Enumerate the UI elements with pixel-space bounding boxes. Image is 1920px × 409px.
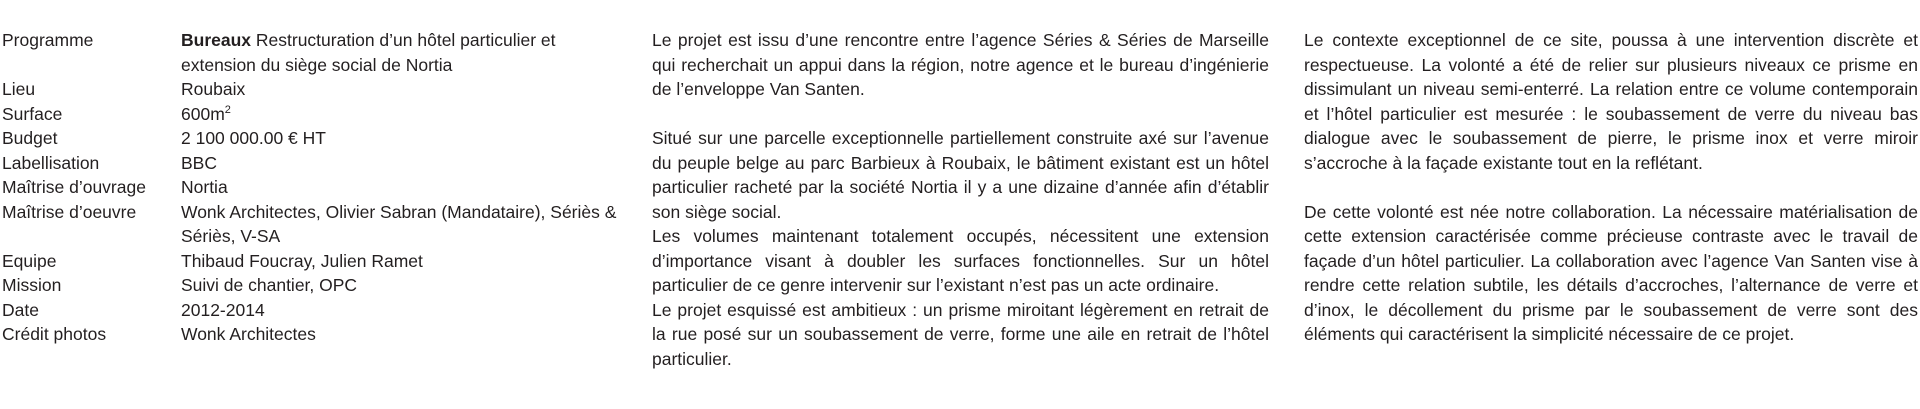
col2-paragraph-1: Le projet est issu d’une rencontre entre l’agence Séries & Séries de Marseille qui recherchait un appui dans la région, notre agence et le bureau d’ingénierie de l’enveloppe Van Santen.	[652, 30, 1269, 99]
value-budget: 2 100 000.00 € HT	[181, 128, 326, 148]
label-surface: Surface	[2, 103, 63, 124]
info-row-surface	[2, 102, 622, 127]
info-row-date	[2, 298, 622, 323]
info-row-labellisation	[2, 151, 622, 176]
info-row-programme	[2, 28, 622, 77]
value-mission: Suivi de chantier, OPC	[181, 275, 358, 295]
value-equipe: Thibaud Foucray, Julien Ramet	[181, 250, 423, 271]
label-budget: Budget	[2, 128, 58, 148]
label-lieu: Lieu	[2, 79, 36, 99]
info-row-budget	[2, 126, 622, 151]
value-moe: Wonk Architectes, Olivier Sabran (Mandataire), Sériès & Sériès, V-SA	[181, 201, 617, 246]
project-info-table	[2, 28, 622, 347]
value-programme	[181, 28, 622, 77]
description-column-2	[652, 28, 1269, 371]
value-moa: Nortia	[181, 177, 228, 197]
value-labellisation: BBC	[181, 152, 217, 173]
programme-type: Bureaux	[181, 30, 252, 50]
col3-paragraph-1: Le contexte exceptionnel de ce site, poussa à une intervention discrète et respectueuse. La volonté a été de relier sur plusieurs niveaux ce prisme en dissimulant un niveau semi-enterré. La relation entre ce volume contemporain et l’hôtel particulier est mesurée : le soubassement de verre du niveau bas dialogue avec le soubassement de pierre, le prisme inox et verre miroir s’accroche à la façade existante tout en la reflétant.	[1304, 30, 1918, 173]
col2-paragraph-2: Situé sur une parcelle exceptionnelle partiellement construite axé sur l’avenue du peuple belge au parc Barbieux à Roubaix, le bâtiment existant est un hôtel particulier racheté par la société Nortia il y a une dizaine d’année afin d’établir son siège social.	[652, 128, 1269, 222]
label-labellisation: Labellisation	[2, 152, 100, 173]
info-row-lieu	[2, 77, 622, 102]
value-surface	[181, 102, 622, 127]
label-moe: Maîtrise d’oeuvre	[2, 201, 137, 222]
info-row-mission	[2, 273, 622, 298]
programme-description: Restructuration d’un hôtel particulier et extension du siège social de Nortia	[181, 30, 556, 75]
info-row-moe	[2, 200, 622, 249]
col2-paragraph-4: Le projet esquissé est ambitieux : un prisme miroitant légèrement en retrait de la rue posé sur un soubassement de verre, forme une aile en retrait de l’hôtel particulier.	[652, 299, 1269, 369]
description-column-3	[1304, 28, 1918, 347]
surface-exponent: 2	[224, 103, 231, 116]
value-lieu: Roubaix	[181, 79, 246, 99]
label-moa: Maîtrise d’ouvrage	[2, 177, 146, 197]
surface-amount: 600m	[181, 103, 225, 124]
info-row-moa	[2, 175, 622, 200]
label-credit: Crédit photos	[2, 324, 107, 344]
col2-paragraph-3: Les volumes maintenant totalement occupés, nécessitent une extension d’importance visant à doubler les surfaces fonctionnelles. Sur un hôtel particulier de ce genre intervenir sur l’existant n’est pas un acte ordinaire.	[652, 226, 1269, 295]
info-row-equipe	[2, 249, 622, 274]
label-date: Date	[2, 299, 39, 320]
label-mission: Mission	[2, 275, 62, 295]
col3-paragraph-2: De cette volonté est née notre collaboration. La nécessaire matérialisation de cette extension caractérisée comme précieuse contraste avec le travail de façade d’un hôtel particulier. La collaboration avec l’agence Van Santen vise à rendre cette relation subtile, les détails d’accroches, l’alternance de verre et d’inox, le décollement du prisme par le soubassement de verre sont des éléments qui caractérisent la simplicité nécessaire de ce projet.	[1304, 201, 1918, 344]
label-equipe: Equipe	[2, 250, 57, 271]
value-date: 2012-2014	[181, 299, 265, 320]
info-row-credit	[2, 322, 622, 347]
value-credit: Wonk Architectes	[181, 324, 316, 344]
label-programme: Programme	[2, 30, 94, 50]
